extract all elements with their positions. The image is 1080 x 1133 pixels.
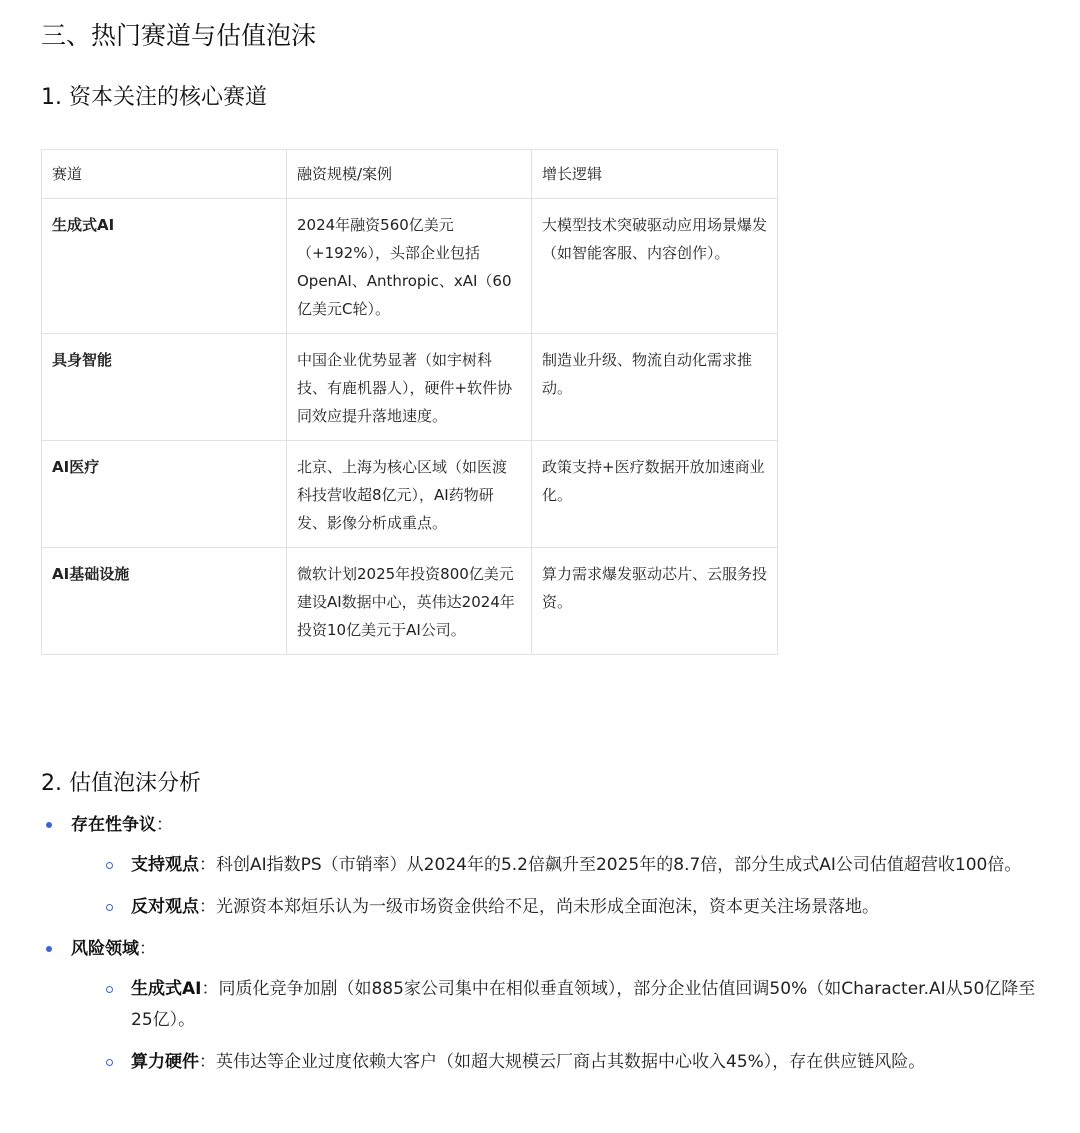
sub-bullet-list bbox=[71, 974, 1051, 1078]
list-item bbox=[41, 810, 1051, 923]
list-item bbox=[71, 850, 1051, 881]
subsection-title-core-tracks: 1. 资本关注的核心赛道 bbox=[41, 85, 267, 110]
core-tracks-table bbox=[41, 149, 778, 655]
sub-bullet-label: 反对观点 bbox=[131, 897, 199, 917]
list-item bbox=[71, 1047, 1051, 1078]
table-row bbox=[42, 441, 778, 548]
sub-bullet-separator: ： bbox=[199, 897, 216, 917]
list-item bbox=[71, 974, 1051, 1036]
valuation-bullet-list bbox=[41, 810, 1051, 1089]
section-title: 三、热门赛道与估值泡沫 bbox=[41, 21, 317, 50]
list-item bbox=[41, 934, 1051, 1078]
track-logic-cell: 算力需求爆发驱动芯片、云服务投资。 bbox=[532, 548, 778, 655]
sub-bullet-text: 科创AI指数PS（市销率）从2024年的5.2倍飙升至2025年的8.7倍，部分生成式AI公司估值超营收100倍。 bbox=[216, 855, 1022, 875]
table-row bbox=[42, 199, 778, 334]
subsection-title-valuation-bubble: 2. 估值泡沫分析 bbox=[41, 771, 201, 796]
bullet-separator: ： bbox=[156, 815, 173, 835]
track-scale-cell: 中国企业优势显著（如宇树科技、有鹿机器人），硬件+软件协同效应提升落地速度。 bbox=[287, 334, 532, 441]
sub-bullet-label: 支持观点 bbox=[131, 855, 199, 875]
sub-bullet-label: 算力硬件 bbox=[131, 1052, 199, 1072]
sub-bullet-text: 同质化竞争加剧（如885家公司集中在相似垂直领域），部分企业估值回调50%（如Character.AI从50亿降至25亿）。 bbox=[131, 979, 1036, 1030]
table-header-cell: 增长逻辑 bbox=[532, 150, 778, 199]
table-header-cell: 融资规模/案例 bbox=[287, 150, 532, 199]
track-logic-cell: 制造业升级、物流自动化需求推动。 bbox=[532, 334, 778, 441]
sub-bullet-label: 生成式AI bbox=[131, 979, 202, 999]
sub-bullet-separator: ： bbox=[199, 1052, 216, 1072]
bullet-separator: ： bbox=[139, 939, 156, 959]
bullet-label: 存在性争议 bbox=[71, 815, 156, 835]
table-header-row bbox=[42, 150, 778, 199]
list-item bbox=[71, 892, 1051, 923]
track-name-cell: AI医疗 bbox=[42, 441, 287, 548]
track-scale-cell: 北京、上海为核心区域（如医渡科技营收超8亿元），AI药物研发、影像分析成重点。 bbox=[287, 441, 532, 548]
track-scale-cell: 2024年融资560亿美元（+192%），头部企业包括OpenAI、Anthropic、xAI（60亿美元C轮）。 bbox=[287, 199, 532, 334]
sub-bullet-text: 光源资本郑烜乐认为一级市场资金供给不足，尚未形成全面泡沫，资本更关注场景落地。 bbox=[216, 897, 879, 917]
table-header-cell: 赛道 bbox=[42, 150, 287, 199]
track-logic-cell: 大模型技术突破驱动应用场景爆发（如智能客服、内容创作）。 bbox=[532, 199, 778, 334]
sub-bullet-list bbox=[71, 850, 1051, 923]
sub-bullet-separator: ： bbox=[199, 855, 216, 875]
track-name-cell: 具身智能 bbox=[42, 334, 287, 441]
table-row bbox=[42, 548, 778, 655]
bullet-label: 风险领域 bbox=[71, 939, 139, 959]
track-name-cell: AI基础设施 bbox=[42, 548, 287, 655]
track-logic-cell: 政策支持+医疗数据开放加速商业化。 bbox=[532, 441, 778, 548]
track-name-cell: 生成式AI bbox=[42, 199, 287, 334]
table-row bbox=[42, 334, 778, 441]
sub-bullet-text: 英伟达等企业过度依赖大客户（如超大规模云厂商占其数据中心收入45%），存在供应链风险。 bbox=[216, 1052, 926, 1072]
track-scale-cell: 微软计划2025年投资800亿美元建设AI数据中心，英伟达2024年投资10亿美元于AI公司。 bbox=[287, 548, 532, 655]
sub-bullet-separator: ： bbox=[201, 979, 219, 999]
